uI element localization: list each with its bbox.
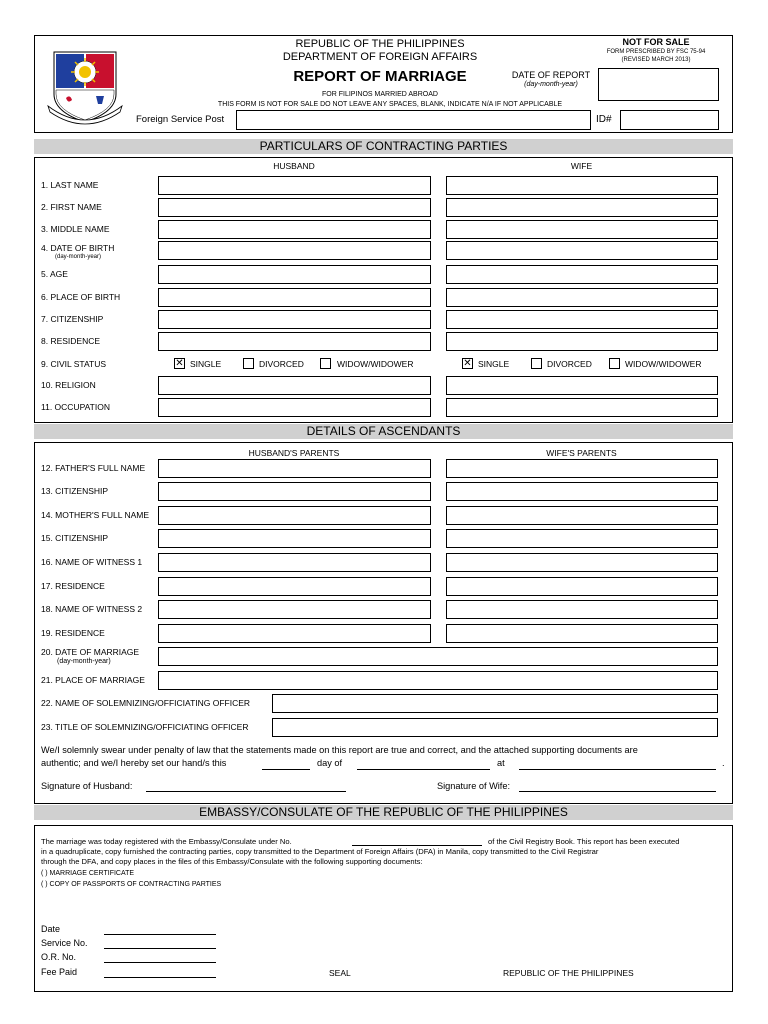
not-for-sale: NOT FOR SALE bbox=[622, 37, 690, 47]
foreign-service-post-label: Foreign Service Post bbox=[136, 114, 225, 125]
particulars-row-label: 8. RESIDENCE bbox=[41, 336, 101, 346]
doc-marriage-certificate[interactable]: ( ) MARRIAGE CERTIFICATE bbox=[41, 870, 135, 877]
date-label: Date bbox=[41, 924, 61, 934]
wife-field[interactable] bbox=[446, 220, 718, 239]
wife-widow-checkbox[interactable] bbox=[609, 358, 620, 369]
wife-parents-field[interactable] bbox=[446, 553, 718, 572]
ascendants-row-label: 15. CITIZENSHIP bbox=[41, 533, 109, 543]
particulars-row-label: 6. PLACE OF BIRTH bbox=[41, 292, 121, 302]
registration-text-1b: of the Civil Registry Book. This report has been executed bbox=[488, 837, 680, 846]
husband-field[interactable] bbox=[158, 241, 431, 260]
husband-divorced-checkbox[interactable] bbox=[243, 358, 254, 369]
husband-field[interactable] bbox=[158, 398, 431, 417]
wife-field[interactable] bbox=[446, 241, 718, 260]
husband-field[interactable] bbox=[158, 265, 431, 284]
id-field[interactable] bbox=[620, 110, 719, 130]
husband-field[interactable] bbox=[158, 288, 431, 307]
wife-single-checkbox[interactable]: ✕ bbox=[463, 358, 472, 369]
form-revised: (REVISED MARCH 2013) bbox=[621, 57, 691, 63]
wife-single-label: SINGLE bbox=[478, 359, 510, 369]
particulars-row-label: 11. OCCUPATION bbox=[41, 402, 110, 412]
marriage-detail-field[interactable] bbox=[272, 718, 718, 737]
oath-at: at bbox=[497, 758, 505, 768]
husband-parents-field[interactable] bbox=[158, 459, 431, 478]
wife-field[interactable] bbox=[446, 288, 718, 307]
section-embassy-title: EMBASSY/CONSULATE OF THE REPUBLIC OF THE PHILIPPINES bbox=[34, 805, 733, 820]
wife-column-header: WIFE bbox=[570, 161, 593, 171]
particulars-row-label: 2. FIRST NAME bbox=[41, 202, 102, 212]
husband-parents-field[interactable] bbox=[158, 553, 431, 572]
ascendants-row-label: 17. RESIDENCE bbox=[41, 581, 105, 591]
signature-wife-line[interactable] bbox=[519, 791, 716, 792]
wife-parents-field[interactable] bbox=[446, 529, 718, 548]
date-line[interactable] bbox=[104, 934, 216, 935]
ascendants-row-label: 13. CITIZENSHIP bbox=[41, 486, 109, 496]
page-title: REPORT OF MARRIAGE bbox=[293, 68, 467, 85]
particulars-row-label: 5. AGE bbox=[41, 269, 68, 279]
oath-month-line[interactable] bbox=[357, 769, 490, 770]
or-no-line[interactable] bbox=[104, 962, 216, 963]
ascendants-row-label: 22. NAME OF SOLEMNIZING/OFFICIATING OFFICER bbox=[41, 698, 251, 708]
husband-parents-field[interactable] bbox=[158, 577, 431, 596]
husband-field[interactable] bbox=[158, 176, 431, 195]
wife-divorced-checkbox[interactable] bbox=[531, 358, 542, 369]
marriage-detail-field[interactable] bbox=[158, 647, 718, 666]
husband-column-header: HUSBAND bbox=[273, 161, 315, 171]
wife-field[interactable] bbox=[446, 265, 718, 284]
wife-parents-field[interactable] bbox=[446, 600, 718, 619]
seal-label: SEAL bbox=[329, 968, 351, 978]
republic-footer-label: REPUBLIC OF THE PHILIPPINES bbox=[503, 968, 634, 978]
husband-field[interactable] bbox=[158, 198, 431, 217]
ascendants-row-sublabel: (day-month-year) bbox=[57, 658, 111, 665]
ascendants-row-label: 21. PLACE OF MARRIAGE bbox=[41, 675, 145, 685]
header-republic: REPUBLIC OF THE PHILIPPINES bbox=[295, 38, 465, 50]
husband-parents-field[interactable] bbox=[158, 482, 431, 501]
service-no-label: Service No. bbox=[41, 938, 88, 948]
husband-single-checkbox[interactable]: ✕ bbox=[175, 358, 184, 369]
particulars-row-label: 9. CIVIL STATUS bbox=[41, 359, 107, 369]
wife-field[interactable] bbox=[446, 376, 718, 395]
ascendants-row-label: 23. TITLE OF SOLEMNIZING/OFFICIATING OFFICER bbox=[41, 722, 249, 732]
oath-line-1: We/I solemnly swear under penalty of law that the statements made on this report are true and correct, and the attached supporting documents are bbox=[41, 745, 638, 755]
header-subtitle: FOR FILIPINOS MARRIED ABROAD bbox=[322, 91, 438, 98]
ascendants-row-label: 16. NAME OF WITNESS 1 bbox=[41, 557, 143, 567]
particulars-row-label: 7. CITIZENSHIP bbox=[41, 314, 104, 324]
ascendants-row-label: 19. RESIDENCE bbox=[41, 628, 105, 638]
wife-parents-field[interactable] bbox=[446, 624, 718, 643]
doc-passports[interactable]: ( ) COPY OF PASSPORTS OF CONTRACTING PARTIES bbox=[41, 881, 222, 888]
husband-parents-field[interactable] bbox=[158, 506, 431, 525]
wife-field[interactable] bbox=[446, 332, 718, 351]
husband-parents-header: HUSBAND'S PARENTS bbox=[248, 448, 340, 458]
registration-text-1a: The marriage was today registered with the Embassy/Consulate under No. bbox=[41, 837, 292, 846]
date-of-report-label: DATE OF REPORT bbox=[511, 70, 591, 80]
registration-text-3: through the DFA, and copy places in the files of this Embassy/Consulate with the following supporting documents: bbox=[41, 857, 423, 866]
or-no-label: O.R. No. bbox=[41, 952, 77, 962]
date-of-report-field[interactable] bbox=[598, 68, 719, 101]
husband-widow-checkbox[interactable] bbox=[320, 358, 331, 369]
husband-field[interactable] bbox=[158, 310, 431, 329]
fee-paid-label: Fee Paid bbox=[41, 967, 78, 977]
oath-period: . bbox=[722, 758, 725, 768]
wife-field[interactable] bbox=[446, 198, 718, 217]
section-ascendants-title: DETAILS OF ASCENDANTS bbox=[34, 424, 733, 439]
ascendants-row-label: 14. MOTHER'S FULL NAME bbox=[41, 510, 150, 520]
foreign-service-post-field[interactable] bbox=[236, 110, 591, 130]
husband-parents-field[interactable] bbox=[158, 529, 431, 548]
section-particulars-title: PARTICULARS OF CONTRACTING PARTIES bbox=[34, 139, 733, 154]
service-no-line[interactable] bbox=[104, 948, 216, 949]
wife-divorced-label: DIVORCED bbox=[547, 359, 592, 369]
registry-no-line[interactable] bbox=[352, 845, 482, 846]
form-prescribed: FORM PRESCRIBED BY FSC 75-94 bbox=[606, 49, 706, 55]
wife-field[interactable] bbox=[446, 176, 718, 195]
husband-single-label: SINGLE bbox=[190, 359, 222, 369]
husband-field[interactable] bbox=[158, 332, 431, 351]
husband-field[interactable] bbox=[158, 220, 431, 239]
wife-widow-label: WIDOW/WIDOWER bbox=[625, 359, 702, 369]
wife-parents-header: WIFE'S PARENTS bbox=[546, 448, 617, 458]
philippine-seal-logo bbox=[44, 44, 126, 128]
particulars-row-label: 4. DATE OF BIRTH bbox=[41, 243, 115, 253]
husband-divorced-label: DIVORCED bbox=[259, 359, 304, 369]
wife-parents-field[interactable] bbox=[446, 506, 718, 525]
ascendants-row-label: 12. FATHER'S FULL NAME bbox=[41, 463, 146, 473]
husband-widow-label: WIDOW/WIDOWER bbox=[337, 359, 414, 369]
signature-wife-label: Signature of Wife: bbox=[437, 781, 511, 791]
marriage-detail-field[interactable] bbox=[272, 694, 718, 713]
date-format-hint: (day-month-year) bbox=[524, 81, 578, 88]
fee-paid-line[interactable] bbox=[104, 977, 216, 978]
particulars-row-sublabel: (day-month-year) bbox=[55, 254, 102, 260]
husband-parents-field[interactable] bbox=[158, 624, 431, 643]
husband-parents-field[interactable] bbox=[158, 600, 431, 619]
wife-field[interactable] bbox=[446, 310, 718, 329]
husband-field[interactable] bbox=[158, 376, 431, 395]
oath-day-of: day of bbox=[317, 758, 343, 768]
signature-husband-line[interactable] bbox=[146, 791, 346, 792]
oath-line-2: authentic; and we/I hereby set our hand/s this bbox=[41, 758, 227, 768]
signature-husband-label: Signature of Husband: bbox=[41, 781, 133, 791]
particulars-row-label: 3. MIDDLE NAME bbox=[41, 224, 110, 234]
particulars-row-label: 10. RELIGION bbox=[41, 380, 96, 390]
ascendants-row-label: 20. DATE OF MARRIAGE bbox=[41, 647, 140, 657]
particulars-row-label: 1. LAST NAME bbox=[41, 180, 99, 190]
wife-parents-field[interactable] bbox=[446, 459, 718, 478]
header-instruction: THIS FORM IS NOT FOR SALE DO NOT LEAVE ANY SPACES, BLANK, INDICATE N/A IF NOT APPLICABLE bbox=[217, 101, 563, 108]
header-department: DEPARTMENT OF FOREIGN AFFAIRS bbox=[282, 51, 478, 63]
registration-text-2: in a quadruplicate, copy furnished the contracting parties, copy transmitted to the Department of Foreign Affairs (DFA) in Manila, copy transmitted to the Civil Registrar bbox=[41, 847, 599, 856]
id-label: ID# bbox=[596, 114, 612, 125]
wife-field[interactable] bbox=[446, 398, 718, 417]
oath-day-line[interactable] bbox=[262, 769, 310, 770]
wife-parents-field[interactable] bbox=[446, 482, 718, 501]
marriage-detail-field[interactable] bbox=[158, 671, 718, 690]
ascendants-row-label: 18. NAME OF WITNESS 2 bbox=[41, 604, 143, 614]
oath-place-line[interactable] bbox=[519, 769, 716, 770]
wife-parents-field[interactable] bbox=[446, 577, 718, 596]
